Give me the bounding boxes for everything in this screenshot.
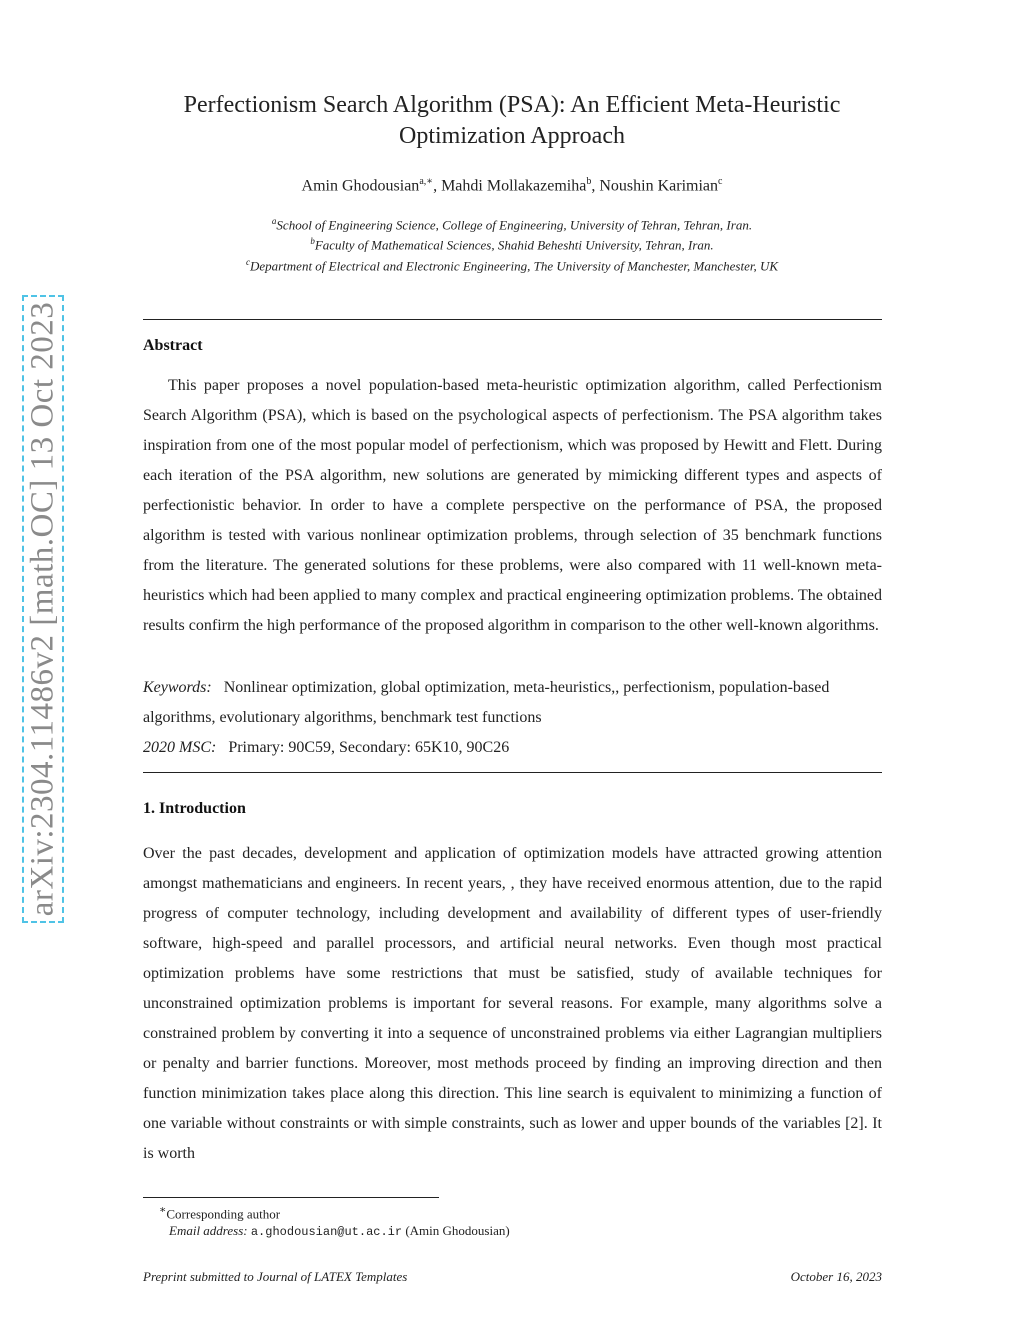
introduction-text: Over the past decades, development and application of optimization models have attracted growing attention amongst mathematicians and engineers. In recent years, , they have received enormous attention, due to the rapid progress of computer technology, including development and availability of different types of user-friendly software, high-speed and parallel processors, and artificial neural networks. Even though most practical optimization problems have some restrictions that must be satisfied, study of available techniques for unconstrained optimization problems is important for several reasons. For example, many algorithms solve a constrained problem by converting it into a sequence of unconstrained problems via either Lagrangian multipliers or penalty and barrier functions. Moreover, most methods proceed by finding an improving direction and then function minimization takes place along this direction. This line search is equivalent to minimizing a function of one variable without constraints or with simple constraints, such as lower and upper bounds of the variables [2]. It is worth	[143, 845, 882, 1162]
msc-label: 2020 MSC:	[143, 739, 217, 756]
author-name: Amin Ghodousian	[301, 177, 420, 195]
affiliations	[143, 213, 881, 274]
footnote-corresponding: ∗Corresponding author	[159, 1204, 281, 1222]
author-sup: b	[586, 176, 592, 187]
arxiv-stamp-text: arXiv:2304.11486v2 [math.OC] 13 Oct 2023	[24, 301, 61, 917]
email-address[interactable]: a.ghodousian@ut.ac.ir	[250, 1225, 403, 1240]
affiliation: $^b$Faculty of Mathematical Sciences, Shahid Beheshti University, Tehran, Iran.	[310, 236, 714, 253]
arxiv-stamp	[22, 295, 64, 923]
author-name: Noushin Karimian	[599, 177, 719, 195]
author-name: Mahdi Mollakazemiha	[441, 177, 587, 195]
title-line-1: Perfectionism Search Algorithm (PSA): An Efficient Meta-Heuristic	[183, 92, 841, 118]
author-sup: c	[718, 176, 723, 187]
author-sup: a,∗	[419, 176, 434, 187]
footnote	[159, 1202, 510, 1241]
footer-date: October 16, 2023	[790, 1269, 882, 1284]
affiliation: $^a$School of Engineering Science, College of Engineering, University of Tehran, Tehran, Iran.	[271, 216, 753, 233]
paper-title	[143, 90, 881, 152]
footnote-email: Email address: a.ghodousian@ut.ac.ir (Amin Ghodousian)	[169, 1223, 510, 1240]
abstract-bottom-rule	[143, 772, 882, 773]
msc-classification	[143, 733, 882, 763]
introduction-heading: 1. Introduction	[143, 800, 246, 817]
footer-journal: Preprint submitted to Journal of LATEX Templates	[143, 1269, 408, 1284]
title-line-2: Optimization Approach	[399, 123, 625, 149]
footnote-rule	[143, 1197, 439, 1198]
msc-text: Primary: 90C59, Secondary: 65K10, 90C26	[228, 739, 510, 756]
keywords-label: Keywords:	[143, 679, 212, 696]
keywords	[143, 673, 882, 733]
author-list: Amin Ghodousian$^{a,∗}$, Mahdi Mollakazemiha$^b$, Noushin Karimian$^c$	[301, 176, 723, 195]
keywords-text: Nonlinear optimization, global optimization, meta-heuristics,, perfectionism, population-based algorithms, evolutionary algorithms, benchmark test functions	[143, 679, 830, 726]
affiliation: $^c$Department of Electrical and Electronic Engineering, The University of Manchester, Manchester, UK	[245, 256, 779, 273]
abstract-heading: Abstract	[143, 337, 203, 354]
abstract-text: This paper proposes a novel population-based meta-heuristic optimization algorithm, called Perfectionism Search Algorithm (PSA), which is based on the psychological aspects of perfectionism. The PSA algorithm takes inspiration from one of the most popular model of perfectionism, which was proposed by Hewitt and Flett. During each iteration of the PSA algorithm, new solutions are generated by mimicking different types and aspects of perfectionistic behavior. In order to have a complete perspective on the performance of PSA, the proposed algorithm is tested with various nonlinear optimization problems, through selection of 35 benchmark functions from the literature. The generated solutions for these problems, were also compared with 11 well-known meta-heuristics which had been applied to many complex and practical engineering optimization problems. The obtained results confirm the high performance of the proposed algorithm in comparison to the other well-known algorithms.	[143, 377, 882, 634]
abstract-top-rule	[143, 319, 882, 320]
